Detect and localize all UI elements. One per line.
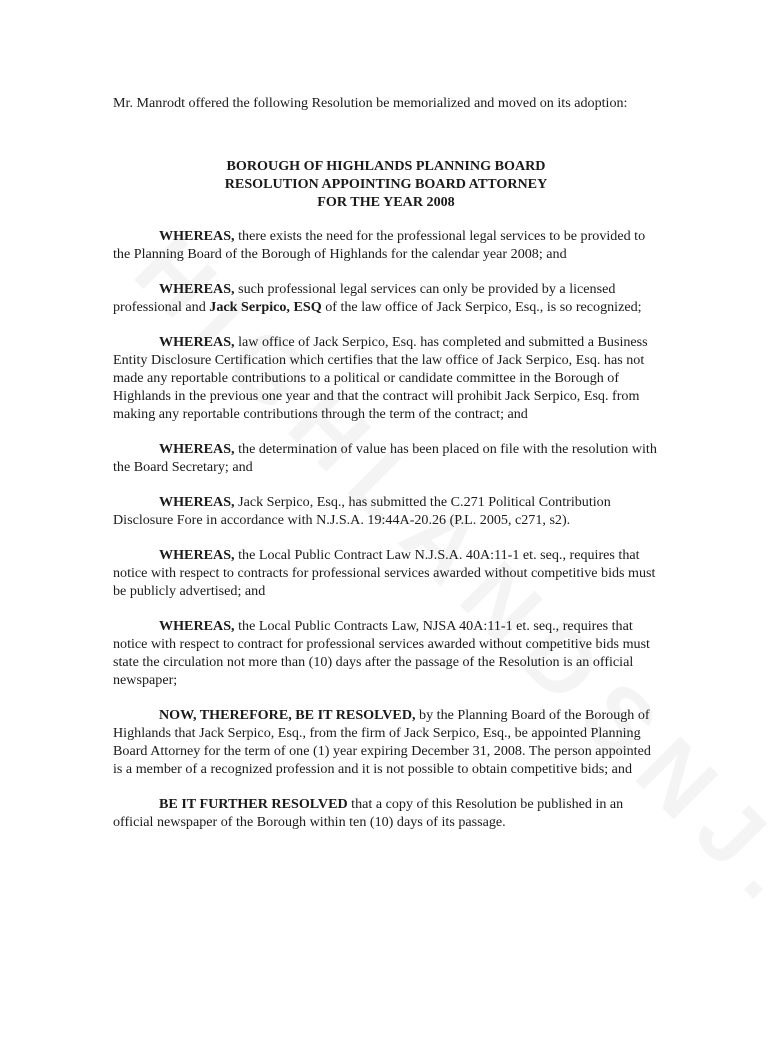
paragraph-lead: BE IT FURTHER RESOLVED	[159, 796, 348, 812]
paragraph-lead: WHEREAS,	[159, 228, 235, 244]
paragraph-lead: WHEREAS,	[159, 494, 235, 510]
paragraph-lead: WHEREAS,	[159, 334, 235, 350]
intro-text: Mr. Manrodt offered the following Resolution be memorialized and moved on its adoption:	[113, 95, 628, 111]
resolved-paragraph	[113, 706, 659, 778]
whereas-paragraph-2	[113, 280, 659, 316]
paragraph-body: Jack Serpico, Esq., has submitted the C.271 Political Contribution Disclosure Fore in accordance with N.J.S.A. 19:44A-20.26 (P.L. 2005, c271, s2).	[113, 494, 611, 528]
resolution-document	[113, 94, 659, 848]
paragraph-body: the Local Public Contract Law N.J.S.A. 40A:11-1 et. seq., requires that notice with respect to contracts for professional services awarded without competitive bids must be publicly advertised; and	[113, 547, 656, 599]
paragraph-lead: WHEREAS,	[159, 618, 235, 634]
paragraph-body: law office of Jack Serpico, Esq. has completed and submitted a Business Entity Disclosure Certification which certifies that the law office of Jack Serpico, Esq. has not made any reportable contributions to a political or candidate committee in the Borough of Highlands in the previous one year and that the contract will prohibit Jack Serpico, Esq. from making any reportable contributions through the term of the contract; and	[113, 334, 648, 422]
paragraph-body: such professional legal services can only be provided by a licensed professional and	[113, 281, 616, 315]
whereas-paragraph-7	[113, 617, 659, 689]
whereas-paragraph-4	[113, 440, 659, 476]
paragraph-lead: NOW, THEREFORE, BE IT RESOLVED,	[159, 707, 416, 723]
paragraph-body: there exists the need for the professional legal services to be provided to the Planning Board of the Borough of Highlands for the calendar year 2008; and	[113, 228, 646, 262]
paragraph-body: of the law office of Jack Serpico, Esq., is so recognized;	[321, 299, 642, 315]
whereas-paragraph-1	[113, 227, 659, 263]
document-title	[113, 157, 659, 211]
title-line-3: FOR THE YEAR 2008	[317, 194, 455, 210]
further-resolved-paragraph	[113, 795, 659, 831]
title-line-1: BOROUGH OF HIGHLANDS PLANNING BOARD	[226, 158, 546, 174]
paragraph-body: that a copy of this Resolution be published in an official newspaper of the Borough within ten (10) days of its passage.	[113, 796, 624, 830]
title-line-2: RESOLUTION APPOINTING BOARD ATTORNEY	[224, 176, 548, 192]
attorney-name: Jack Serpico, ESQ	[209, 299, 322, 315]
paragraph-body: the Local Public Contracts Law, NJSA 40A:11-1 et. seq., requires that notice with respect to contract for professional services awarded without competitive bids must state the circulation not more than (10) days after the passage of the Resolution is an official newspaper;	[113, 618, 650, 688]
paragraph-body: by the Planning Board of the Borough of Highlands that Jack Serpico, Esq., from the firm of Jack Serpico, Esq., be appointed Planning Board Attorney for the term of one (1) year expiring December 31, 2008. The person appointed is a member of a recognized profession and it is not possible to obtain competitive bids; and	[113, 707, 651, 777]
paragraph-body: the determination of value has been placed on file with the resolution with the Board Secretary; and	[113, 441, 657, 475]
paragraph-lead: WHEREAS,	[159, 547, 235, 563]
paragraph-lead: WHEREAS,	[159, 441, 235, 457]
paragraph-lead: WHEREAS,	[159, 281, 235, 297]
whereas-paragraph-3	[113, 333, 659, 423]
whereas-paragraph-6	[113, 546, 659, 600]
whereas-paragraph-5	[113, 493, 659, 529]
